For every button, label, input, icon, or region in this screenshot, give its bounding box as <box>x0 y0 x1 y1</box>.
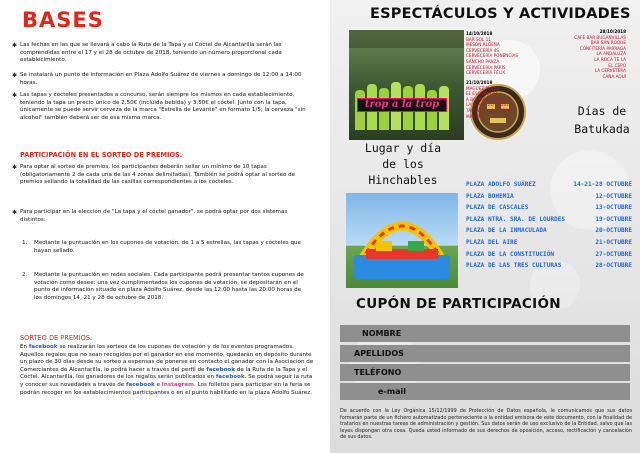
plazas-table <box>466 179 632 272</box>
telefono-label: TELÉFONO <box>354 368 402 377</box>
email-field[interactable] <box>340 383 630 400</box>
participacion-item-2: Para participar en la elección de "La tapa y el cóctel ganador", se podrá optar por dos sistemas distintos: <box>20 209 288 223</box>
schedule-venue: CERVECERÍA PARÍS <box>466 64 506 70</box>
sorteo-dot: . <box>194 381 196 388</box>
schedule-21-oct <box>466 80 513 119</box>
plaza-date: 21-OCTUBRE <box>595 238 632 246</box>
hinchables-heading <box>346 140 460 188</box>
schedule-venue: LA ANDALUZA <box>596 51 626 57</box>
schedule-date: 14/10/2018 <box>466 31 493 36</box>
plaza-name: PLAZA DE CASCALES <box>466 204 529 212</box>
plaza-row <box>466 179 632 191</box>
plaza-date: 19-OCTUBRE <box>595 215 632 223</box>
sorteo-heading: SORTEO DE PREMIOS. <box>20 334 93 342</box>
sorteo-dot: . <box>244 374 247 381</box>
bullet-icon: ✱ <box>12 209 18 216</box>
band-logo <box>357 98 447 112</box>
list-number: 2. <box>22 272 28 278</box>
plaza-name: PLAZA DE LA INMACULADA <box>466 227 547 235</box>
facebook-link[interactable]: facebook <box>215 374 245 381</box>
schedule-venue: CONFITERÍA PARRAGA <box>579 45 626 51</box>
photo-shade <box>349 30 464 48</box>
bases-item-2: Se instalará un punto de información en Plaza Adolfo Suárez de viernes a domingo de 12:00 a 14:00 horas. <box>20 72 302 86</box>
participacion-heading: PARTICIPACIÓN EN EL SORTEO DE PREMIOS. <box>20 151 183 159</box>
plaza-row <box>466 249 632 261</box>
sorteo-and: e <box>156 381 160 388</box>
bullet-icon: ✱ <box>12 42 18 49</box>
schedule-venue: MAY DAY <box>466 113 485 119</box>
telefono-field[interactable] <box>340 364 630 381</box>
schedule-venue: BAR SOL 11 <box>466 36 491 42</box>
legal-notice: De acuerdo con la Ley Orgánica 15/12/1999 de Protección de Datos española, le comunicamos que sus datos formarán parte de un fichero automatizado perteneciente a la entidad emisora de este documento, con la finalidad de tratarlos en nuestras tareas de administración y gestión. Sus datos serán de uso exclusivo de la Entidad, salvo que las leyes dispongan otra cosa. Queda usted informado de sus derechos de oposición, acceso, rectificación y cancelación de sus datos. <box>340 408 632 441</box>
hinchables-line: Lugar y día <box>364 141 442 155</box>
plaza-name: PLAZA DEL AIRE <box>466 238 518 246</box>
participacion-item-1: Para optar al sorteo de premios, los participantes deberán sellar un mínimo de 10 tapas (obligatoriamente 2 de cada una de las 4 zonas delimitadas). También se podrá optar al sorteo de premios sellando la totalidad de las casillas correspondientes a los cócteles. <box>20 164 296 186</box>
sorteo-text-5: Se podrá seguir la ruta y conocer sus novedades a través de <box>20 374 313 388</box>
batukada-line: Batukada <box>574 122 630 136</box>
bases-title: BASES <box>22 8 104 32</box>
sorteo-text-4: Alcantarilla, los ganadores de los regalos serán publicados en <box>41 374 215 381</box>
plaza-row <box>466 260 632 272</box>
cupon-title: CUPÓN DE PARTICIPACIÓN <box>356 296 561 312</box>
sorteo-text-2: se realizarán los sorteos de los cupones de votación y de los eventos programados. Aquellos regalos que no sean recogidos por el ganador en ese momento, quedarán en depósito durante un plazo de 30 días desde su sorteo a expensas de ponerse en contacto el ganador con la Asociación de Comerciantes de Alcantarilla, lo podrá hacer a través del perfil de <box>20 344 314 373</box>
plaza-date: 13-OCTUBRE <box>595 204 632 212</box>
bullet-icon: ✱ <box>12 92 18 99</box>
batukada-heading <box>562 102 640 138</box>
list-number: 1. <box>22 240 28 246</box>
schedule-venue: CERVECERÍA FÉLIX <box>466 70 506 76</box>
plaza-date: 20-OCTUBRE <box>595 227 632 235</box>
batukada-line: Días de <box>577 104 627 118</box>
plaza-row <box>466 202 632 214</box>
schedule-venue: LA ROCA TE LA <box>594 56 626 62</box>
hinchables-line: Hinchables <box>368 173 438 187</box>
plaza-name: PLAZA ADOLFO SUÁREZ <box>466 181 536 188</box>
nombre-label: NOMBRE <box>362 329 402 338</box>
sorteo-text-3: de la Ruta de la Tapa y el Cóctel. <box>20 366 308 381</box>
schedule-14-oct <box>466 31 518 76</box>
facebook-link[interactable]: facebook <box>126 381 155 388</box>
schedule-venue: LA CERVETERA <box>594 68 626 74</box>
apellidos-label: APELLIDOS <box>354 349 404 358</box>
bases-item-3: Las tapas y cócteles presentados a concurso, serán siempre los mismos en cada establecimiento, teniendo la tapa un precio único de 2,50€ (incluida bebida) y 3,50€ el cóctel. Junto con la tapa, únicamente se puede servir cerveza de la marca "Estrella de Levante" en formato 1/5; la cerveza "sin alcohol" también deberá ser de esa misma marca. <box>20 92 306 121</box>
participacion-option-1: Mediante la puntuación en los cupones de votación, de 1 a 5 estrellas, las tapas y cócteles que hayan sellado. <box>34 240 301 254</box>
facebook-link[interactable]: facebook <box>206 366 235 373</box>
sorteo-text <box>20 344 316 397</box>
plaza-name: PLAZA BOHEMIA <box>466 192 514 200</box>
schedule-venue: CERVECERÍA 4S <box>466 47 499 53</box>
plaza-name: PLAZA NTRA. SRA. DE LOURDES <box>466 215 566 223</box>
schedule-date: 28/10/2018 <box>599 29 626 34</box>
email-label: e-mail <box>378 387 406 396</box>
schedule-venue: SANCHO PANZA <box>466 58 500 64</box>
bullet-icon: ✱ <box>12 164 18 171</box>
schedule-venue: EL ESQUINAZO <box>466 91 498 97</box>
plaza-name: PLAZA DE LA CONSTITUCIÓN <box>466 250 555 258</box>
plaza-date: 27-OCTUBRE <box>595 250 632 258</box>
apellidos-field[interactable] <box>340 345 630 362</box>
band-photo <box>349 30 464 140</box>
nombre-field[interactable] <box>340 325 630 342</box>
plaza-name: PLAZA DE LAS TRES CULTURAS <box>466 262 562 270</box>
hinchables-line: de los <box>382 157 424 171</box>
schedule-venue: MESÓN ALGEÑA <box>466 42 500 48</box>
plaza-row <box>466 237 632 249</box>
schedule-venue: BAR SAN ROQUE <box>590 40 626 46</box>
plaza-date: 28-OCTUBRE <box>595 262 632 270</box>
plaza-date: 12-OCTUBRE <box>595 192 632 200</box>
schedule-venue: CERVECERÍA PONENCIAS <box>466 53 519 59</box>
plaza-date: 14-21-28 OCTUBRE <box>573 181 632 188</box>
espectaculos-title: ESPECTÁCULOS Y ACTIVIDADES <box>370 6 631 22</box>
bullet-icon: ✱ <box>12 72 18 79</box>
bouncy-castle-illustration <box>346 193 458 288</box>
schedule-28-oct <box>568 29 626 79</box>
schedule-venue: CAÑA AQUÍ <box>602 73 626 79</box>
schedule-venue: CAFÉ BAR BUGANVILLAS <box>574 34 626 40</box>
plaza-row <box>466 214 632 226</box>
plaza-row <box>466 225 632 237</box>
schedule-date: 21/10/2018 <box>466 80 493 85</box>
bouncy-castle-photo <box>346 193 458 288</box>
band-name: trop a la trop <box>364 99 440 110</box>
participacion-option-2: Mediante la puntuación en redes sociales. Cada participante podrá presentar tantos cupones de votación como desee: una vez cumplimentados los cupones de votación, se depositarán en el punto de información situado en plaza Adolfo Suárez, desde las 12:00 hasta las 20:00 horas de los domingos 14, 21 y 28 de octubre de 2018. <box>34 272 304 301</box>
bases-item-1: Las fechas en las que se llevará a cabo la Ruta de la Tapa y el Cóctel de Alcantarilla serán las comprendidas entre el 17 y el 28 de octubre de 2018, teniendo un número proporcional cada establecimiento. <box>20 42 282 64</box>
schedule-venue: MAGUEZ PLAZA <box>466 85 500 91</box>
schedule-venue: A BOMBO Y PLATILLO <box>466 96 511 102</box>
schedule-venue: TAQUERÍA LA KATRINA <box>466 107 513 113</box>
plaza-row <box>466 191 632 203</box>
sorteo-text-6: Los folletos para participar en la feria se podrán recoger en los establecimientos participantes o en el punto habilitado en la plaza Adolfo Suárez. <box>20 381 312 396</box>
sorteo-text-1: En <box>20 344 28 350</box>
schedule-venue: EL CEPO <box>608 62 626 68</box>
facebook-link[interactable]: facebook <box>28 344 58 350</box>
instagram-link[interactable]: Instagram <box>161 381 194 388</box>
schedule-venue: LA PLAZA 21/10/2018 <box>466 102 512 108</box>
